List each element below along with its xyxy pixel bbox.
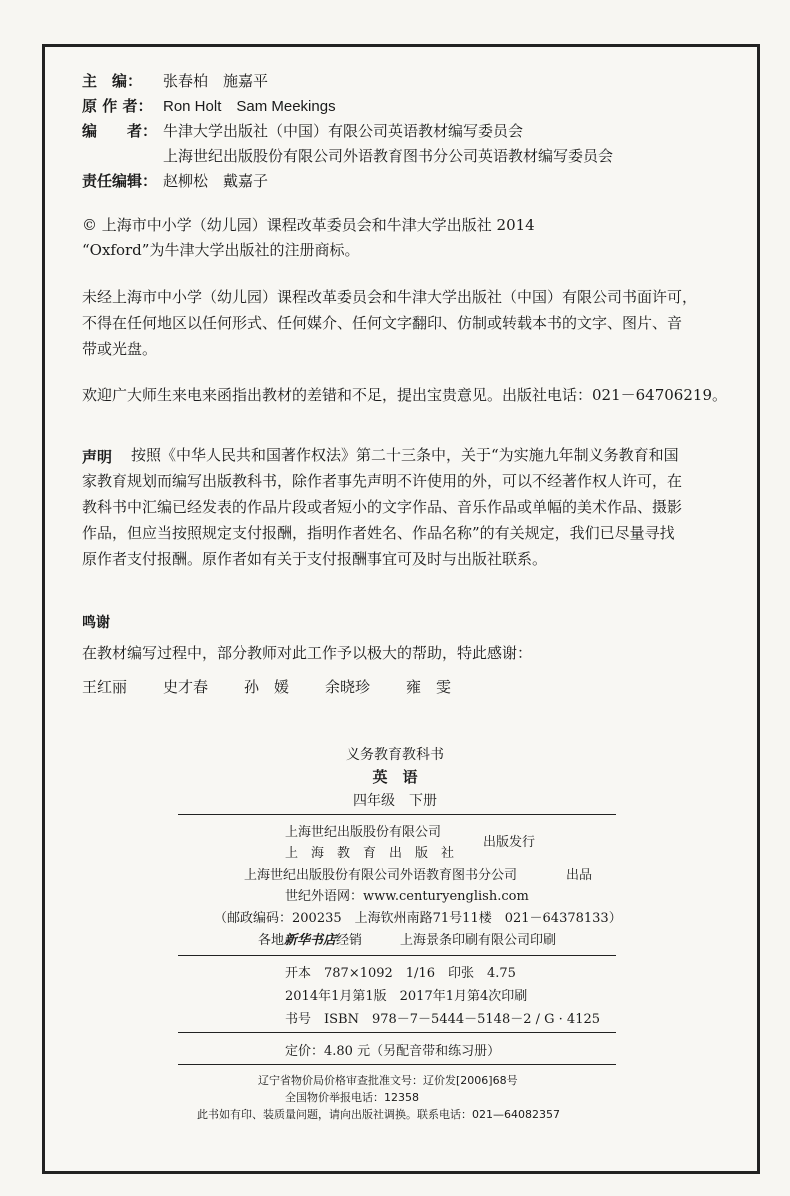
- edition-info: 2014年1月第1版 2017年1月第4次印刷: [285, 989, 528, 1004]
- price: 定价：4.80 元（另配音带和练习册）: [285, 1044, 501, 1059]
- acknowledgement-text: 在教材编写过程中，部分教师对此工作予以极大的帮助，特此感谢：: [82, 644, 533, 662]
- statement-paragraph: [82, 442, 752, 572]
- responsible-editor-names: 赵柳松 戴嘉子: [163, 172, 269, 190]
- divider-rule: [178, 1064, 616, 1065]
- editors-line-1: 牛津大学出版社（中国）有限公司英语教材编写委员会: [163, 122, 524, 140]
- produce-label: 出品: [566, 868, 593, 883]
- producer: 上海世纪出版股份有限公司外语教育图书分公司: [244, 868, 518, 883]
- book-grade: 四年级 下册: [353, 793, 437, 809]
- distribution-suffix: 经销: [336, 933, 363, 948]
- publisher-2: 上 海 教 育 出 版 社: [285, 846, 455, 861]
- statement-line: 家教育规划而编写出版教科书，除作者事先声明不许使用的外，可以不经著作权人许可，在: [82, 472, 683, 490]
- notice-line: 带或光盘。: [82, 340, 158, 358]
- book-series: 义务教育教科书: [346, 747, 444, 763]
- thanked-name: 余晓珍: [325, 678, 371, 696]
- statement-label: 声明: [82, 448, 113, 466]
- trademark-line: “Oxford”为牛津大学出版社的注册商标。: [82, 241, 360, 259]
- responsible-editor-label: 责任编辑：: [82, 172, 158, 190]
- chief-editor-names: 张春柏 施嘉平: [163, 72, 269, 90]
- statement-line: 教科书中汇编已经发表的作品片段或者短小的文字作品、音乐作品或单幅的美术作品、摄影: [82, 498, 683, 516]
- feedback-line: 欢迎广大师生来电来函指出教材的差错和不足，提出宝贵意见。出版社电话：021－64706219。: [82, 386, 727, 404]
- book-subject: 英 语: [372, 769, 418, 786]
- statement-line: 原作者支付报酬。原作者如有关于支付报酬事宜可及时与出版社联系。: [82, 550, 548, 568]
- issue-label: 出版发行: [483, 835, 536, 850]
- thanked-name: 王红丽: [82, 678, 128, 696]
- original-author-label: 原 作 者：: [82, 97, 153, 115]
- divider-rule: [178, 1032, 616, 1033]
- price-approval: 辽宁省物价局价格审查批准文号：辽价发[2006]68号: [258, 1074, 518, 1087]
- editors-line-2: 上海世纪出版股份有限公司外语教育图书分公司英语教材编写委员会: [163, 147, 614, 165]
- permission-notice: [82, 284, 752, 362]
- quality-notice: 此书如有印、装质量问题，请向出版社调换。联系电话：021—64082357: [197, 1108, 560, 1121]
- distribution-line: [258, 929, 362, 948]
- notice-line: 不得在任何地区以任何形式、任何媒介、任何文字翻印、仿制或转载本书的文字、图片、音: [82, 314, 683, 332]
- thanked-name: 史才春: [163, 678, 209, 696]
- website: 世纪外语网：www.centuryenglish.com: [285, 889, 529, 904]
- notice-line: 未经上海市中小学（幼儿园）课程改革委员会和牛津大学出版社（中国）有限公司书面许可，: [82, 288, 698, 306]
- acknowledgement-title: 鸣谢: [82, 614, 110, 630]
- chief-editor-label: 主 编：: [82, 72, 143, 90]
- divider-rule: [178, 955, 616, 956]
- editors-label: 编 者：: [82, 122, 158, 140]
- distribution-prefix: 各地: [258, 933, 285, 948]
- divider-rule: [178, 814, 616, 815]
- book-format: 开本 787×1092 1/16 印张 4.75: [285, 966, 516, 981]
- publisher-1: 上海世纪出版股份有限公司: [285, 825, 442, 840]
- thanked-name: 孙 媛: [244, 678, 290, 696]
- postal-address: （邮政编码：200235 上海钦州南路71号11楼 021－64378133）: [214, 911, 622, 926]
- price-report-phone: 全国物价举报电话：12358: [285, 1091, 419, 1104]
- statement-line: 按照《中华人民共和国著作权法》第二十三条中，关于“为实施九年制义务教育和国: [116, 446, 679, 464]
- thanked-name: 雍 雯: [406, 678, 452, 696]
- xinhua-bookstore-logo: 新华书店: [284, 933, 337, 948]
- isbn: 书号 ISBN 978－7－5444－5148－2 / G · 4125: [285, 1012, 601, 1027]
- printer: 上海景条印刷有限公司印刷: [400, 933, 557, 948]
- copyright-line: © 上海市中小学（幼儿园）课程改革委员会和牛津大学出版社 2014: [82, 216, 535, 234]
- statement-line: 作品，但应当按照规定支付报酬，指明作者姓名、作品名称”的有关规定，我们已尽量寻找: [82, 524, 675, 542]
- original-author-names: Ron Holt Sam Meekings: [163, 98, 336, 115]
